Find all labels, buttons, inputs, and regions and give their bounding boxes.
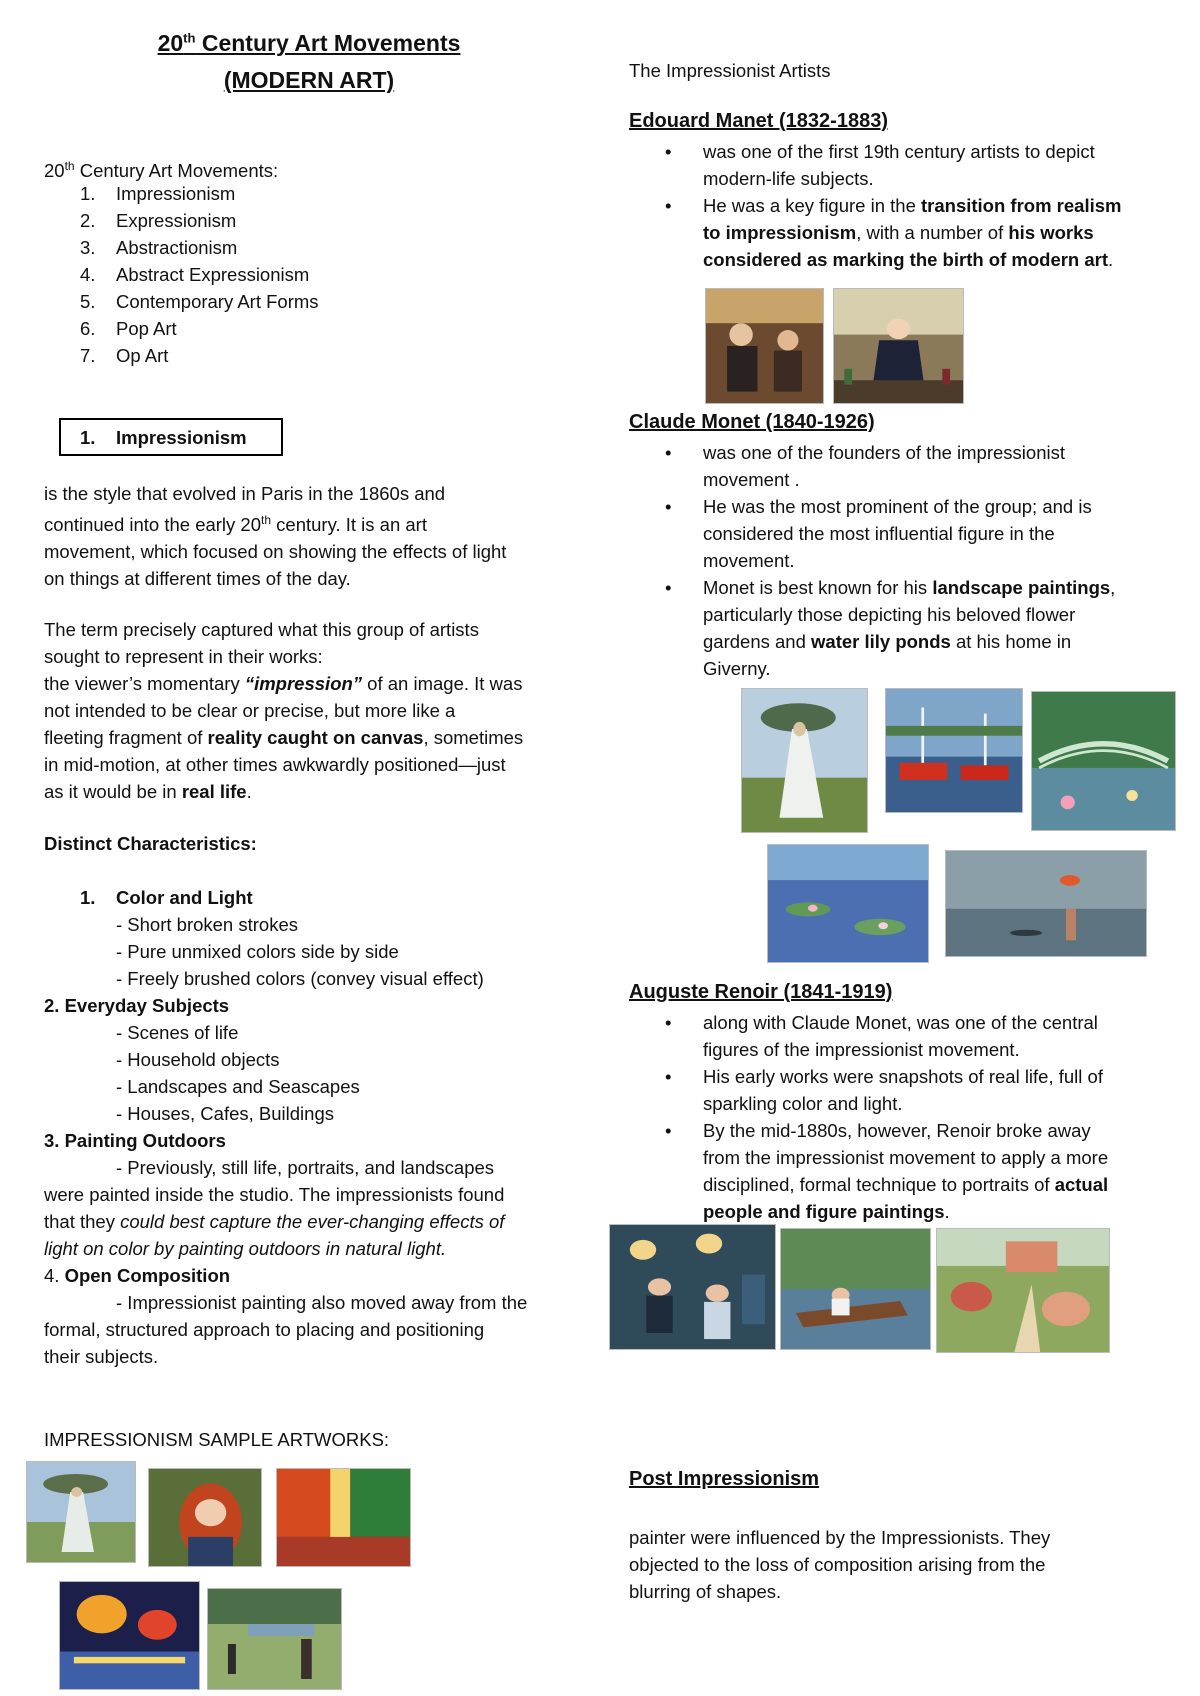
characteristics-heading: Distinct Characteristics:: [44, 833, 257, 854]
paragraph-text: as it would be in: [44, 781, 182, 802]
bullet-bold: water lily ponds: [811, 631, 951, 652]
list-item: [80, 261, 319, 288]
bullet-text: .: [944, 1201, 950, 1222]
bullet-line: from the impressionist movement to apply a more: [703, 1147, 1109, 1168]
list-item: - Short broken strokes: [116, 914, 298, 935]
definition-line: on things at different times of the day.: [44, 568, 351, 590]
list-item-label: Abstract Expressionism: [116, 264, 310, 285]
movements-heading-text-post: Century Art Movements:: [74, 160, 279, 182]
bullet-line: sparkling color and light.: [703, 1093, 903, 1114]
bullet-icon: •: [665, 496, 672, 517]
painting-outdoors-text: [44, 1154, 504, 1262]
definition-line: [44, 507, 506, 538]
monet-bullets: [665, 439, 1175, 682]
page-subtitle: (MODERN ART): [223, 67, 395, 93]
bullet-line: [703, 1171, 1175, 1198]
list-item-num: 2.: [80, 210, 96, 231]
list-item: [80, 315, 319, 342]
section-label: Impressionism: [116, 427, 247, 448]
paragraph-line: light on color by painting outdoors in natural light.: [44, 1238, 447, 1259]
bullet-line: [703, 219, 1175, 246]
definition-line: movement, which focused on showing the effects of light: [44, 541, 507, 563]
paragraph-line: objected to the loss of composition arising from the: [629, 1554, 1046, 1575]
list-item: [80, 342, 319, 369]
bullet-line: movement.: [703, 550, 795, 571]
bullet-text: gardens and: [703, 631, 812, 652]
impression-emphasis: “impression”: [244, 673, 363, 694]
bullet-line: [703, 246, 1175, 273]
artwork-woman-parasol-image: [26, 1461, 136, 1563]
characteristic-color-light: [80, 884, 253, 911]
paragraph-line: sought to represent in their works:: [44, 646, 323, 667]
bullet-bold: landscape paintings: [932, 577, 1111, 598]
manet-painting-cafe-image: [705, 288, 824, 404]
bullet-line: along with Claude Monet, was one of the central: [703, 1012, 1098, 1033]
list-item: [80, 207, 319, 234]
manet-bullets: [665, 138, 1175, 273]
bullet-item: [665, 1117, 1175, 1225]
list-item: - Scenes of life: [116, 1022, 239, 1043]
bullet-icon: •: [665, 1120, 672, 1141]
list-item-num: 6.: [80, 318, 96, 339]
bullet-item: [665, 192, 1175, 273]
bullet-line: [703, 628, 1175, 655]
list-item: [80, 288, 319, 315]
characteristic-num: 1.: [80, 887, 96, 908]
artwork-girl-portrait-image: [148, 1468, 262, 1567]
paragraph-line: were painted inside the studio. The impressionists found: [44, 1184, 505, 1205]
paragraph-line: painter were influenced by the Impressionists. They: [629, 1527, 1051, 1548]
paragraph-line: in mid-motion, at other times awkwardly positioned—just: [44, 754, 506, 775]
bullet-item: [665, 138, 1175, 192]
impressionism-definition: [44, 480, 506, 592]
bullet-text: Monet is best known for his: [703, 577, 933, 598]
bullet-text: at his home in: [950, 631, 1072, 652]
monet-painting-boats-image: [885, 688, 1023, 813]
paragraph-line: blurring of shapes.: [629, 1581, 782, 1602]
bullet-line: movement .: [703, 469, 800, 490]
list-item: - Pure unmixed colors side by side: [116, 941, 399, 962]
title-text-post: Century Art Movements: [195, 30, 461, 56]
bullet-line: figures of the impressionist movement.: [703, 1039, 1020, 1060]
characteristic-title: [80, 884, 253, 911]
paragraph-line: The term precisely captured what this group of artists: [44, 619, 479, 640]
post-impressionism-heading: Post Impressionism: [629, 1468, 820, 1490]
bullet-line: By the mid-1880s, however, Renoir broke away: [703, 1120, 1091, 1141]
bullet-icon: •: [665, 442, 672, 463]
bullet-line: modern-life subjects.: [703, 168, 874, 189]
list-item-num: 7.: [80, 345, 96, 366]
renoir-bullets: [665, 1009, 1175, 1225]
characteristic-title-text: Color and Light: [116, 887, 253, 908]
monet-painting-sunrise-image: [945, 850, 1147, 957]
bullet-text: .: [1108, 249, 1114, 270]
bullet-line: His early works were snapshots of real life, full of: [703, 1066, 1103, 1087]
bullet-line: [703, 1198, 1175, 1225]
bullet-line: particularly those depicting his beloved flower: [703, 604, 1076, 625]
definition-text: continued into the early 20: [44, 514, 262, 536]
paragraph-italic: could best capture the ever-changing effects of: [120, 1211, 505, 1232]
bullet-icon: •: [665, 577, 672, 598]
bullet-line: was one of the founders of the impressionist: [703, 442, 1065, 463]
characteristic-num: 4.: [44, 1265, 65, 1286]
movements-heading-sup: th: [64, 159, 75, 173]
artwork-sunday-afternoon-image: [207, 1588, 342, 1690]
characteristic-color-light-items: [116, 911, 484, 992]
list-item-num: 4.: [80, 264, 96, 285]
definition-text-post: century. It is an art: [271, 514, 427, 536]
page-title: [59, 30, 559, 57]
list-item: - Landscapes and Seascapes: [116, 1076, 360, 1097]
paragraph-text: , sometimes: [423, 727, 524, 748]
bullet-icon: •: [665, 1012, 672, 1033]
list-item-label: Impressionism: [116, 183, 236, 204]
bullet-bold: considered as marking the birth of modern art: [703, 249, 1109, 270]
paragraph-line: - Impressionist painting also moved away from the: [116, 1292, 528, 1313]
characteristic-open-composition: [44, 1262, 230, 1289]
list-item: - Household objects: [116, 1049, 280, 1070]
paragraph-text: .: [246, 781, 252, 802]
paragraph-line: not intended to be clear or precise, but more like a: [44, 700, 456, 721]
list-item-label: Op Art: [116, 345, 169, 366]
list-item-num: 3.: [80, 237, 96, 258]
paragraph-line: [44, 670, 523, 697]
artists-heading: The Impressionist Artists: [629, 60, 831, 81]
list-item-label: Abstractionism: [116, 237, 238, 258]
list-item-label: Expressionism: [116, 210, 237, 231]
bullet-item: [665, 493, 1175, 574]
term-paragraph: [44, 616, 523, 805]
list-item-label: Contemporary Art Forms: [116, 291, 319, 312]
characteristic-everyday-items: [116, 1019, 360, 1127]
characteristic-painting-outdoors: 3. Painting Outdoors: [44, 1130, 226, 1151]
paragraph-text: the viewer’s momentary: [44, 673, 245, 694]
paragraph-line: [44, 1208, 504, 1235]
paragraph-text: of an image. It was: [362, 673, 523, 694]
bullet-line: [703, 192, 1175, 219]
bullet-item: [665, 574, 1175, 682]
renoir-painting-garden-image: [936, 1228, 1110, 1353]
bullet-bold: to impressionism: [703, 222, 857, 243]
paragraph-bold: reality caught on canvas: [207, 727, 424, 748]
bullet-line: [703, 574, 1175, 601]
bullet-bold: his works: [1008, 222, 1094, 243]
bullet-bold: people and figure paintings: [703, 1201, 945, 1222]
manet-heading: Edouard Manet (1832-1883): [629, 110, 888, 132]
definition-line: is the style that evolved in Paris in the 1860s and: [44, 483, 446, 504]
list-item: [80, 234, 319, 261]
bullet-bold: transition from realism: [921, 195, 1122, 216]
title-text: 20: [157, 30, 184, 56]
title-sup: th: [183, 30, 196, 46]
list-item: - Houses, Cafes, Buildings: [116, 1103, 334, 1124]
bullet-text: ,: [1110, 577, 1116, 598]
bullet-line: He was the most prominent of the group; and is: [703, 496, 1092, 517]
paragraph-line: their subjects.: [44, 1346, 159, 1367]
renoir-painting-dance-image: [609, 1224, 776, 1350]
bullet-text: disciplined, formal technique to portraits of: [703, 1174, 1055, 1195]
list-item: [80, 180, 319, 207]
bullet-line: considered the most influential figure in the: [703, 523, 1055, 544]
bullet-text: He was a key figure in the: [703, 195, 921, 216]
artwork-autumn-forest-image: [276, 1468, 411, 1567]
list-item-label: Pop Art: [116, 318, 177, 339]
list-item-num: 1.: [80, 183, 96, 204]
bullet-text: , with a number of: [856, 222, 1009, 243]
characteristic-everyday-subjects: 2. Everyday Subjects: [44, 995, 230, 1016]
bullet-line: was one of the first 19th century artists to depict: [703, 141, 1095, 162]
list-item-num: 5.: [80, 291, 96, 312]
monet-heading: Claude Monet (1840-1926): [629, 411, 875, 433]
movements-list: [80, 180, 319, 369]
bullet-icon: •: [665, 195, 672, 216]
section-num: 1.: [80, 427, 96, 448]
renoir-painting-boating-image: [780, 1228, 931, 1350]
monet-painting-parasol-image: [741, 688, 868, 833]
paragraph-line: [44, 778, 523, 805]
definition-sup: th: [261, 513, 272, 527]
bullet-bold: actual: [1054, 1174, 1109, 1195]
list-item: - Freely brushed colors (convey visual effect): [116, 968, 484, 989]
paragraph-line: formal, structured approach to placing and positioning: [44, 1319, 485, 1340]
bullet-item: [665, 439, 1175, 493]
post-impressionism-text: [629, 1524, 1050, 1605]
samples-heading: IMPRESSIONISM SAMPLE ARTWORKS:: [44, 1429, 390, 1450]
renoir-heading: Auguste Renoir (1841-1919): [629, 981, 893, 1003]
movements-heading-text: 20: [44, 160, 65, 182]
paragraph-line: [44, 724, 523, 751]
artwork-night-street-image: [59, 1581, 200, 1690]
section-heading-impressionism: [80, 424, 247, 451]
paragraph-line: - Previously, still life, portraits, and landscapes: [116, 1157, 495, 1178]
bullet-item: [665, 1063, 1175, 1117]
monet-painting-bridge-image: [1031, 691, 1176, 831]
manet-painting-bar-image: [833, 288, 964, 404]
monet-painting-waterlilies-image: [767, 844, 929, 963]
bullet-item: [665, 1009, 1175, 1063]
characteristic-title-text: Open Composition: [64, 1265, 231, 1286]
open-composition-text: [44, 1289, 527, 1370]
paragraph-text: fleeting fragment of: [44, 727, 208, 748]
bullet-line: Giverny.: [703, 658, 771, 679]
bullet-icon: •: [665, 141, 672, 162]
paragraph-text: that they: [44, 1211, 121, 1232]
bullet-icon: •: [665, 1066, 672, 1087]
paragraph-bold: real life: [181, 781, 247, 802]
